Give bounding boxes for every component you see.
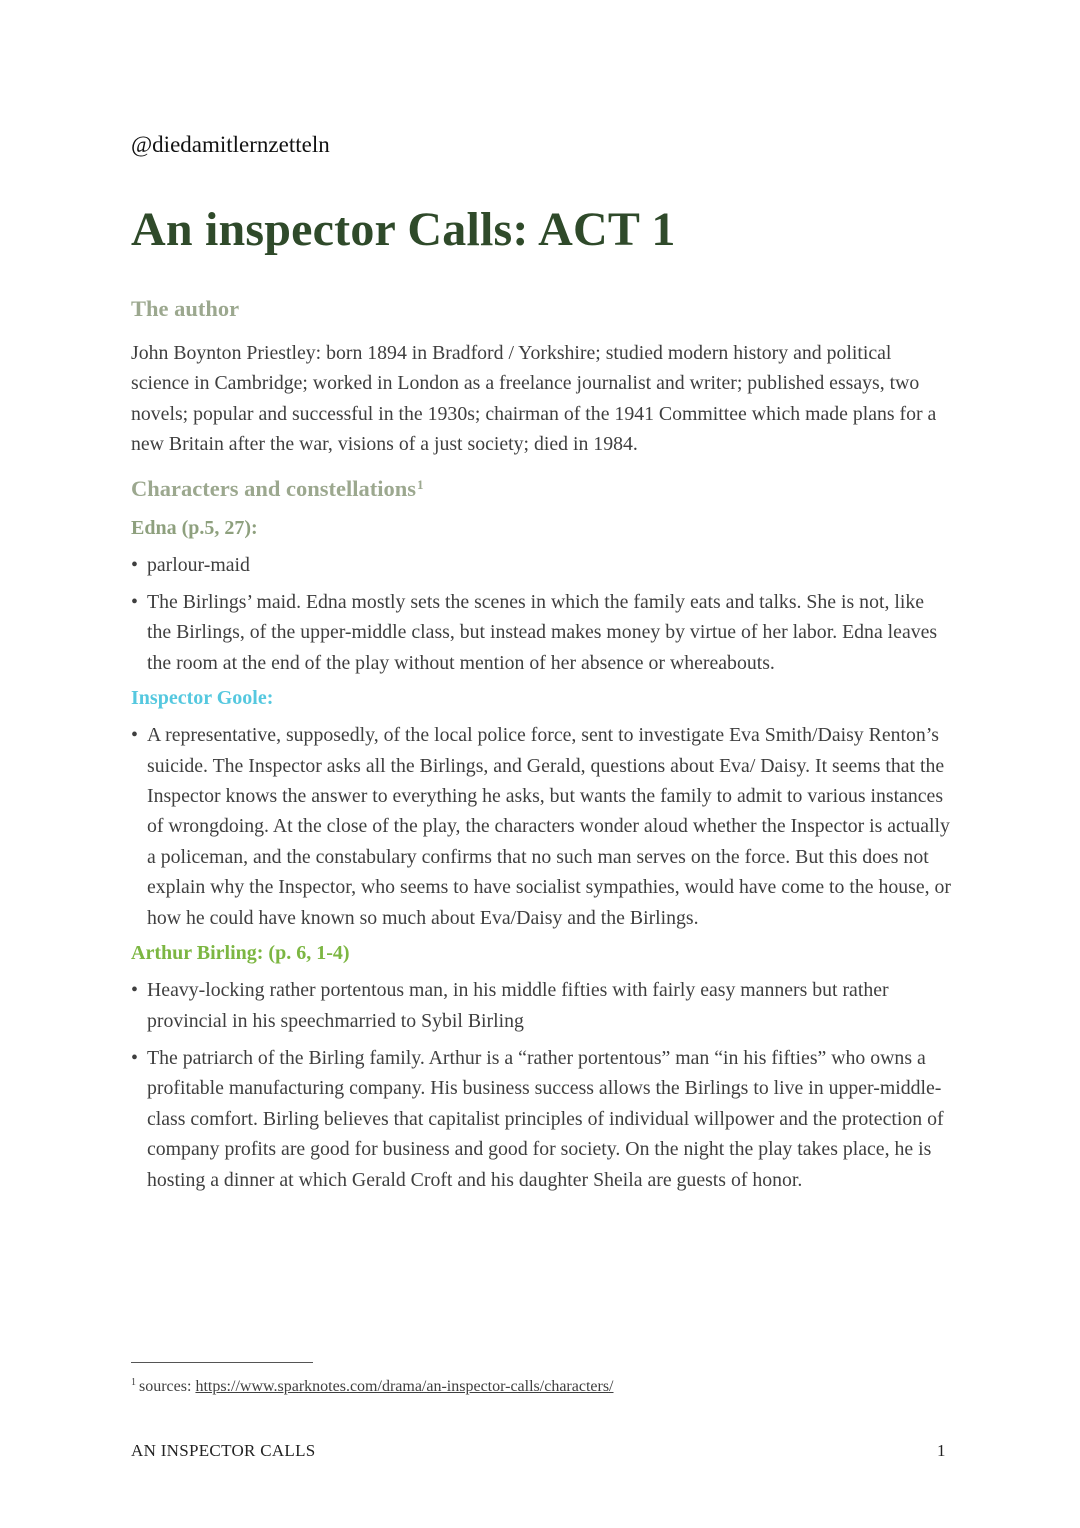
- footnote-source-link[interactable]: https://www.sparknotes.com/drama/an-inspector-calls/characters/: [195, 1378, 614, 1395]
- page-number: 1: [937, 1441, 946, 1460]
- author-heading: The author: [131, 296, 240, 321]
- list-item: • The Birlings’ maid. Edna mostly sets the scenes in which the family eats and talks. She is not, like the Birlings, of the upper-middle class, but instead makes money by virtue of her labor. Edna leaves the room at the end of the play without mention of her absence or whereabouts.: [131, 587, 951, 678]
- character-name-inspector: Inspector Goole:: [131, 687, 274, 710]
- footer-title: AN INSPECTOR CALLS: [131, 1441, 316, 1460]
- author-paragraph: John Boynton Priestley: born 1894 in Bradford / Yorkshire; studied modern history and political science in Cambridge; worked in London as a freelance journalist and writer; published essays, two novels; popular and successful in the 1930s; chairman of the 1941 Committee which made plans for a new Britain after the war, visions of a just society; died in 1984.: [131, 342, 937, 456]
- edna-bullet-list: [131, 550, 951, 679]
- author-handle: @diedamitlernzetteln: [131, 132, 330, 157]
- character-inspector-goole: [131, 684, 951, 933]
- page-title: An inspector Calls: ACT 1: [131, 203, 676, 256]
- arthur-bullet-list: [131, 975, 951, 1195]
- inspector-bullet-list: [131, 720, 951, 933]
- footnote-label: sources:: [139, 1378, 192, 1395]
- footnote-divider: [131, 1362, 313, 1363]
- main-content: [131, 294, 951, 1195]
- character-edna: [131, 514, 951, 679]
- characters-heading-text: Characters and constellations: [131, 475, 416, 501]
- characters-heading: [131, 470, 951, 504]
- list-item: • Heavy-locking rather portentous man, in his middle fifties with fairly easy manners but rather provincial in his speechmarried to Sybil Birling: [131, 975, 951, 1036]
- footnote-reference[interactable]: 1: [417, 476, 424, 492]
- character-name-edna: Edna (p.5, 27):: [131, 516, 258, 539]
- footnote-number: 1: [131, 1377, 136, 1388]
- character-name-arthur: Arthur Birling: (p. 6, 1-4): [131, 942, 350, 965]
- character-arthur-birling: [131, 939, 951, 1195]
- list-item: • parlour-maid: [131, 550, 951, 580]
- list-item: • A representative, supposedly, of the local police force, sent to investigate Eva Smith/Daisy Renton’s suicide. The Inspector asks all the Birlings, and Gerald, questions about Eva/ Daisy. It seems that the Inspector knows the answer to everything he asks, but wants the family to admit to various instances of wrongdoing. At the close of the play, the characters wonder aloud whether the Inspector is actually a policeman, and the constabulary confirms that no such man serves on the force. But this does not explain why the Inspector, who seems to have socialist sympathies, would have come to the house, or how he could have known so much about Eva/Daisy and the Birlings.: [131, 720, 951, 933]
- footnote: [131, 1377, 614, 1396]
- list-item: • The patriarch of the Birling family. Arthur is a “rather portentous” man “in his fifties” who owns a profitable manufacturing company. His business success allows the Birlings to live in upper-middle-class comfort. Birling believes that capitalist principles of individual willpower and the protection of company profits are good for business and good for society. On the night the play takes place, he is hosting a dinner at which Gerald Croft and his daughter Sheila are guests of honor.: [131, 1043, 951, 1195]
